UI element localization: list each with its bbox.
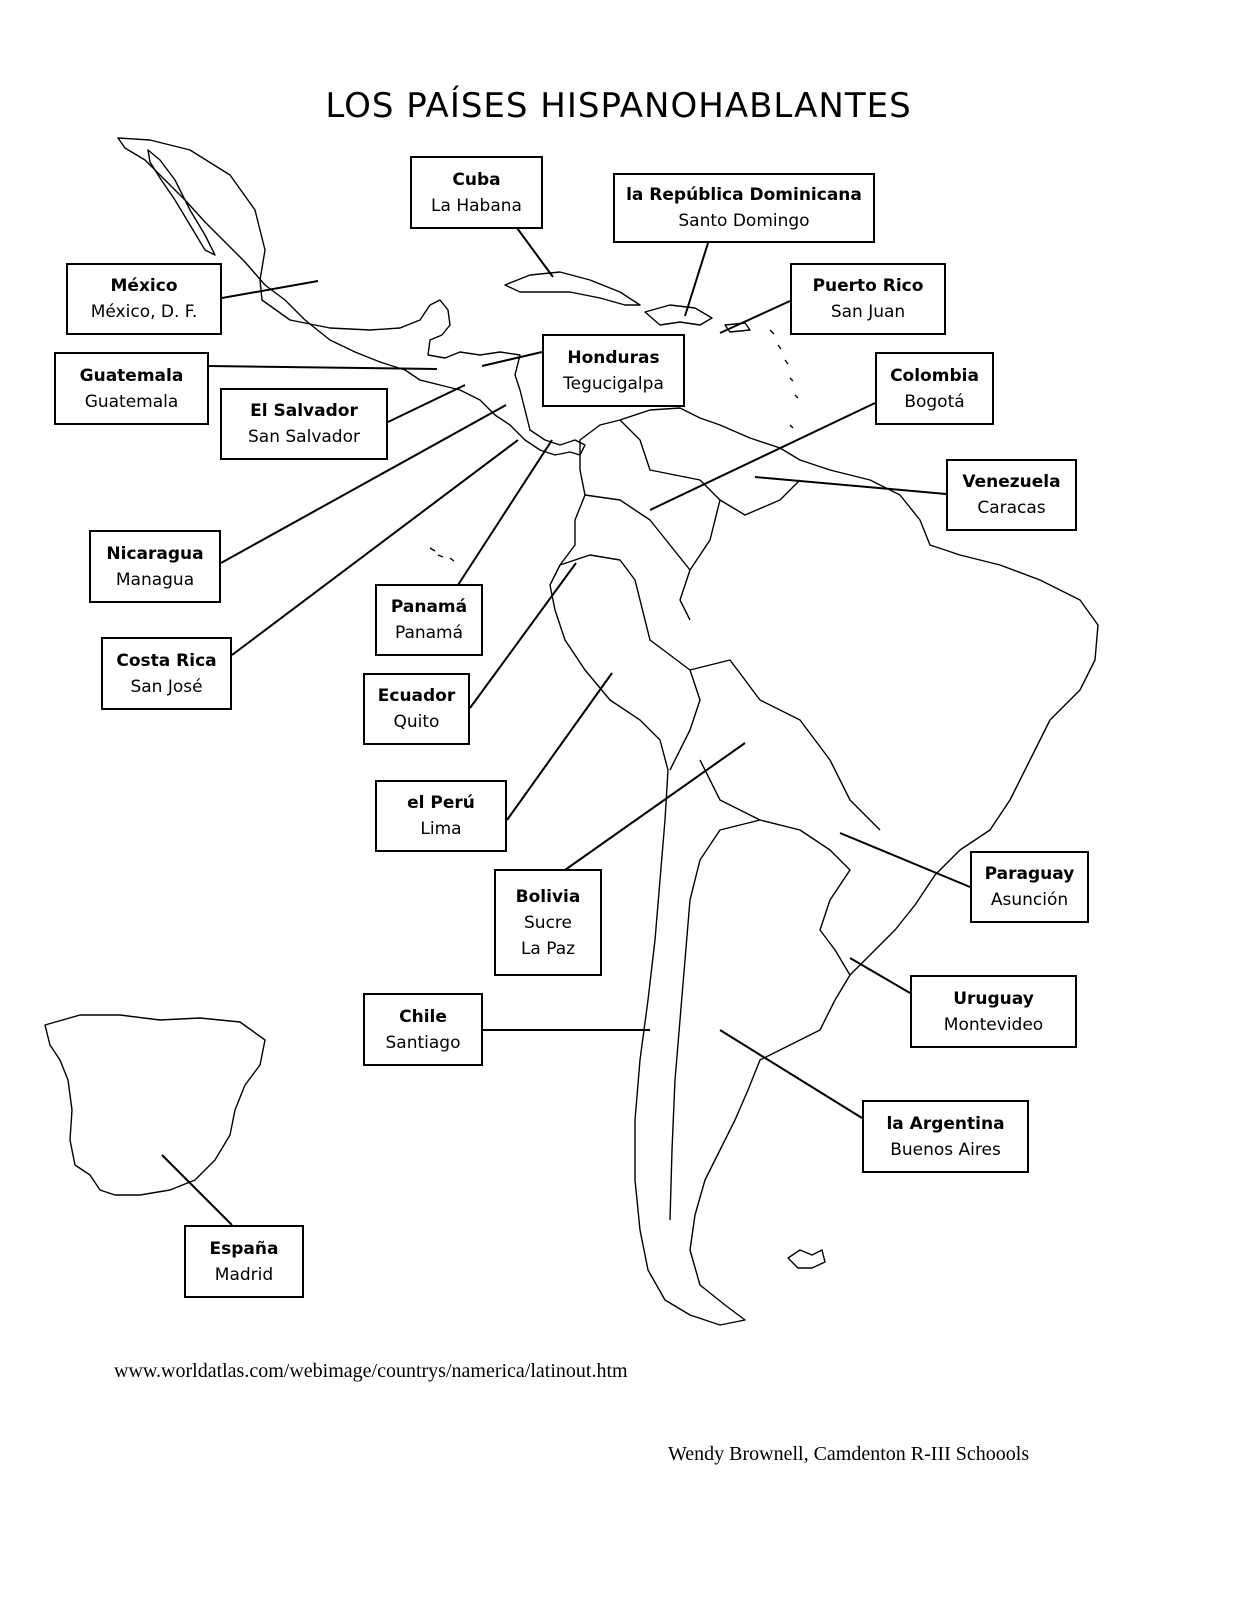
capital-name: Panamá: [394, 623, 464, 643]
hispaniola-outline: [645, 305, 712, 325]
capital-name: Caracas: [977, 498, 1046, 518]
leader-espana: [162, 1155, 232, 1225]
country-name: el Perú: [407, 793, 475, 813]
leader-cuba: [517, 228, 553, 277]
capital-name: San José: [130, 676, 203, 697]
label-bolivia: [494, 869, 602, 976]
label-nicaragua: [89, 530, 221, 603]
capital-name-2: La Paz: [520, 938, 576, 959]
label-chile: [363, 993, 483, 1066]
cuba-outline: [505, 272, 640, 305]
capital-name: Tegucigalpa: [563, 373, 664, 394]
galapagos-outline: [430, 548, 454, 561]
capital-name: Santiago: [385, 1032, 461, 1053]
capital-name: Madrid: [214, 1264, 274, 1285]
label-mexico: [66, 263, 222, 335]
country-name: Colombia: [890, 365, 979, 386]
country-name: El Salvador: [250, 401, 358, 421]
capital-name: La Habana: [431, 195, 522, 216]
label-guatemala: [54, 352, 209, 425]
capital-name: San Juan: [830, 302, 906, 322]
capital-name: Lima: [420, 819, 462, 839]
leader-peru: [507, 673, 612, 820]
leader-uruguay: [850, 958, 910, 993]
country-name: Costa Rica: [116, 650, 217, 671]
antilles-outline: [770, 330, 798, 428]
capital-name: Buenos Aires: [890, 1139, 1001, 1160]
capital-name: Asunción: [990, 890, 1069, 910]
country-name: Ecuador: [377, 686, 456, 706]
country-name: Venezuela: [962, 472, 1061, 492]
label-colombia: [875, 352, 994, 425]
spain-outline: [45, 1015, 265, 1195]
capital-name: San Salvador: [248, 427, 360, 447]
label-cuba: [410, 156, 543, 229]
country-name: Honduras: [567, 347, 660, 368]
leader-dominicana: [685, 243, 708, 316]
country-name: Nicaragua: [106, 543, 204, 564]
country-name: Bolivia: [515, 886, 581, 907]
label-honduras: [542, 334, 685, 407]
leader-puertorico: [720, 301, 790, 333]
capital-name: Managua: [115, 569, 195, 590]
country-name: Puerto Rico: [812, 276, 924, 296]
leader-bolivia: [565, 743, 745, 870]
capital-name: Santo Domingo: [678, 211, 810, 231]
capital-name: Montevideo: [943, 1014, 1044, 1035]
label-espana: [184, 1225, 304, 1298]
leader-elsalvador: [388, 385, 465, 422]
capital-name: Guatemala: [84, 391, 179, 412]
label-panama: [375, 584, 483, 656]
leader-mexico: [222, 281, 318, 298]
country-name: Uruguay: [953, 988, 1034, 1009]
leader-venezuela: [755, 477, 946, 494]
label-costarica: [101, 637, 232, 710]
leader-ecuador: [470, 563, 576, 708]
falkland-outline: [788, 1250, 825, 1268]
leader-guatemala: [209, 366, 437, 369]
leader-colombia: [650, 403, 875, 510]
capital-name: Bogotá: [904, 391, 965, 412]
country-name: Panamá: [390, 597, 468, 617]
source-url: www.worldatlas.com/webimage/countrys/namerica/latinout.htm: [114, 1360, 628, 1382]
country-name: España: [209, 1238, 279, 1259]
country-name: la Argentina: [886, 1113, 1005, 1134]
country-name: la República Dominicana: [626, 185, 862, 205]
label-dominicana: [613, 173, 875, 243]
country-name: Guatemala: [79, 365, 184, 386]
label-argentina: [862, 1100, 1029, 1173]
baja-california-outline: [148, 150, 215, 255]
label-elsalvador: [220, 388, 388, 460]
capital-name: México, D. F.: [90, 302, 198, 322]
country-name: Chile: [399, 1006, 447, 1027]
leader-panama: [458, 440, 552, 585]
capital-name: Quito: [393, 712, 440, 732]
country-name: Paraguay: [984, 864, 1075, 884]
page-title: LOS PAÍSES HISPANOHABLANTES: [325, 86, 912, 126]
label-uruguay: [910, 975, 1077, 1048]
country-name: Cuba: [452, 169, 501, 190]
label-paraguay: [970, 851, 1089, 923]
capital-name: Sucre: [524, 912, 572, 933]
label-ecuador: [363, 673, 470, 745]
label-venezuela: [946, 459, 1077, 531]
label-peru: [375, 780, 507, 852]
credit-line: Wendy Brownell, Camdenton R-III Schoools: [668, 1443, 1030, 1465]
label-puertorico: [790, 263, 946, 335]
country-name: México: [110, 276, 178, 296]
